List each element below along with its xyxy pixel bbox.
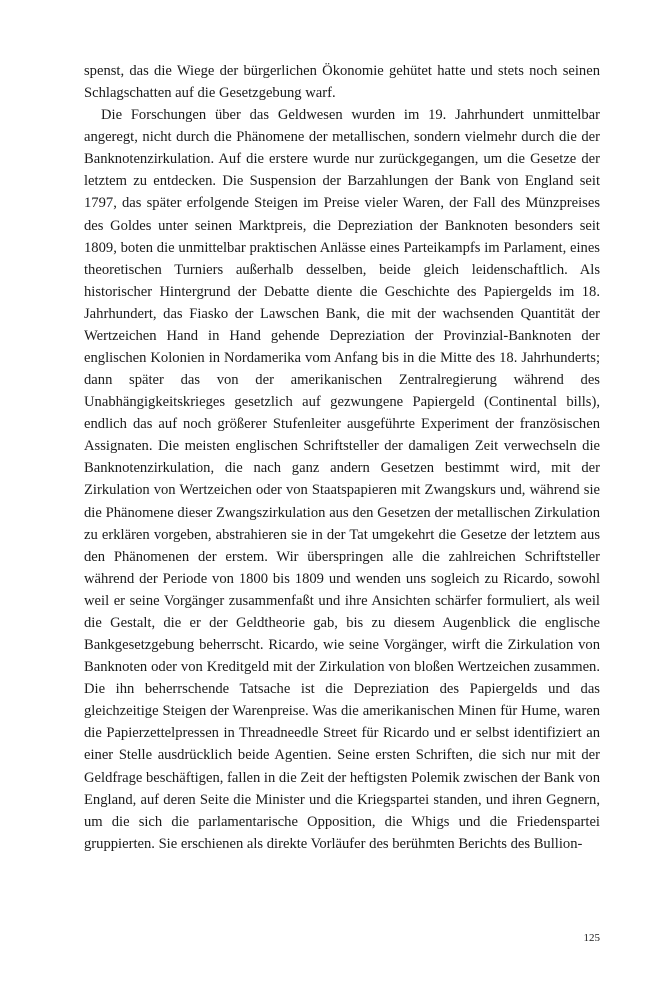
paragraph-geldwesen: Die Forschungen über das Geldwesen wurden im 19. Jahrhundert unmittelbar angeregt, nicht durch die Phänomene der metallischen, sondern vielmehr durch die der Banknotenzirkulation. Auf die erstere wurde nur zurückgegangen, um die Gesetze der letztem zu entdecken. Die Suspension der Barzahlungen der Bank von England seit 1797, das später erfolgende Steigen im Preise vieler Waren, der Fall des Münzpreises des Goldes unter seinen Marktpreis, die Depreziation der Banknoten besonders seit 1809, boten die unmittelbar praktischen Anlässe eines Parteikampfs im Parlament, eines theoretischen Turniers außerhalb desselben, beide gleich leidenschaftlich. Als historischer Hintergrund der Debatte diente die Geschichte des Papiergelds im 18. Jahrhundert, das Fiasko der Lawschen Bank, die mit der wachsenden Quantität der Wertzeichen Hand in Hand gehende Depreziation der Provinzial-Banknoten der englischen Kolonien in Nordamerika vom Anfang bis in die Mitte des 18. Jahrhunderts; dann später das von der amerikanischen Zentralregierung während des Unabhängigkeitskrieges gesetzlich auf gezwungene Papiergeld (Continental bills), endlich das auf noch größerer Stufenleiter ausgeführte Experiment der französischen Assignaten. Die meisten englischen Schriftsteller der damaligen Zeit verwechseln die Banknotenzirkulation, die nach ganz andern Gesetzen bestimmt wird, mit der Zirkulation von Wertzeichen oder von Staatspapieren mit Zwangskurs und, während sie die Phänomene dieser Zwangszirkulation aus den Gesetzen der metallischen Zirkulation zu erklären vorgeben, abstrahieren sie in der Tat umgekehrt die Gesetze der letztem aus den Phänomenen der erstem. Wir überspringen alle die zahlreichen Schriftsteller während der Periode von 1800 bis 1809 und wenden uns sogleich zu Ricardo, sowohl weil er seine Vorgänger zusammenfaßt und ihre Ansichten schärfer formuliert, als weil die Gestalt, die er der Geldtheorie gab, bis zu diesem Augenblick die englische Bankgesetzgebung beherrscht. Ricardo, wie seine Vorgänger, wirft die Zirkulation von Banknoten oder von Kreditgeld mit der Zirkulation von bloßen Wertzeichen zusammen. Die ihn beherrschende Tatsache ist die Depreziation des Papiergelds und das gleichzeitige Steigen der Warenpreise. Was die amerikanischen Minen für Hume, waren die Papierzettelpressen in Threadneedle Street für Ricardo und er selbst identifiziert an einer Stelle ausdrücklich beide Agentien. Seine ersten Schriften, die sich nur mit der Geldfrage beschäftigen, fallen in die Zeit der heftigsten Polemik zwischen der Bank von England, auf deren Seite die Minister und die Kriegspartei standen, und ihren Gegnern, um die sich die parlamentarische Opposition, die Whigs und die Friedenspartei gruppierten. Sie erschienen als direkte Vorläufer des berühmten Berichts des Bullion-: [84, 107, 600, 852]
paragraph-continuation: spenst, das die Wiege der bürgerlichen Ökonomie gehütet hatte und stets noch seinen Schlagschatten auf die Gesetzgebung warf.: [84, 63, 600, 102]
body-text: [84, 60, 600, 855]
page-number: 125: [583, 932, 600, 944]
